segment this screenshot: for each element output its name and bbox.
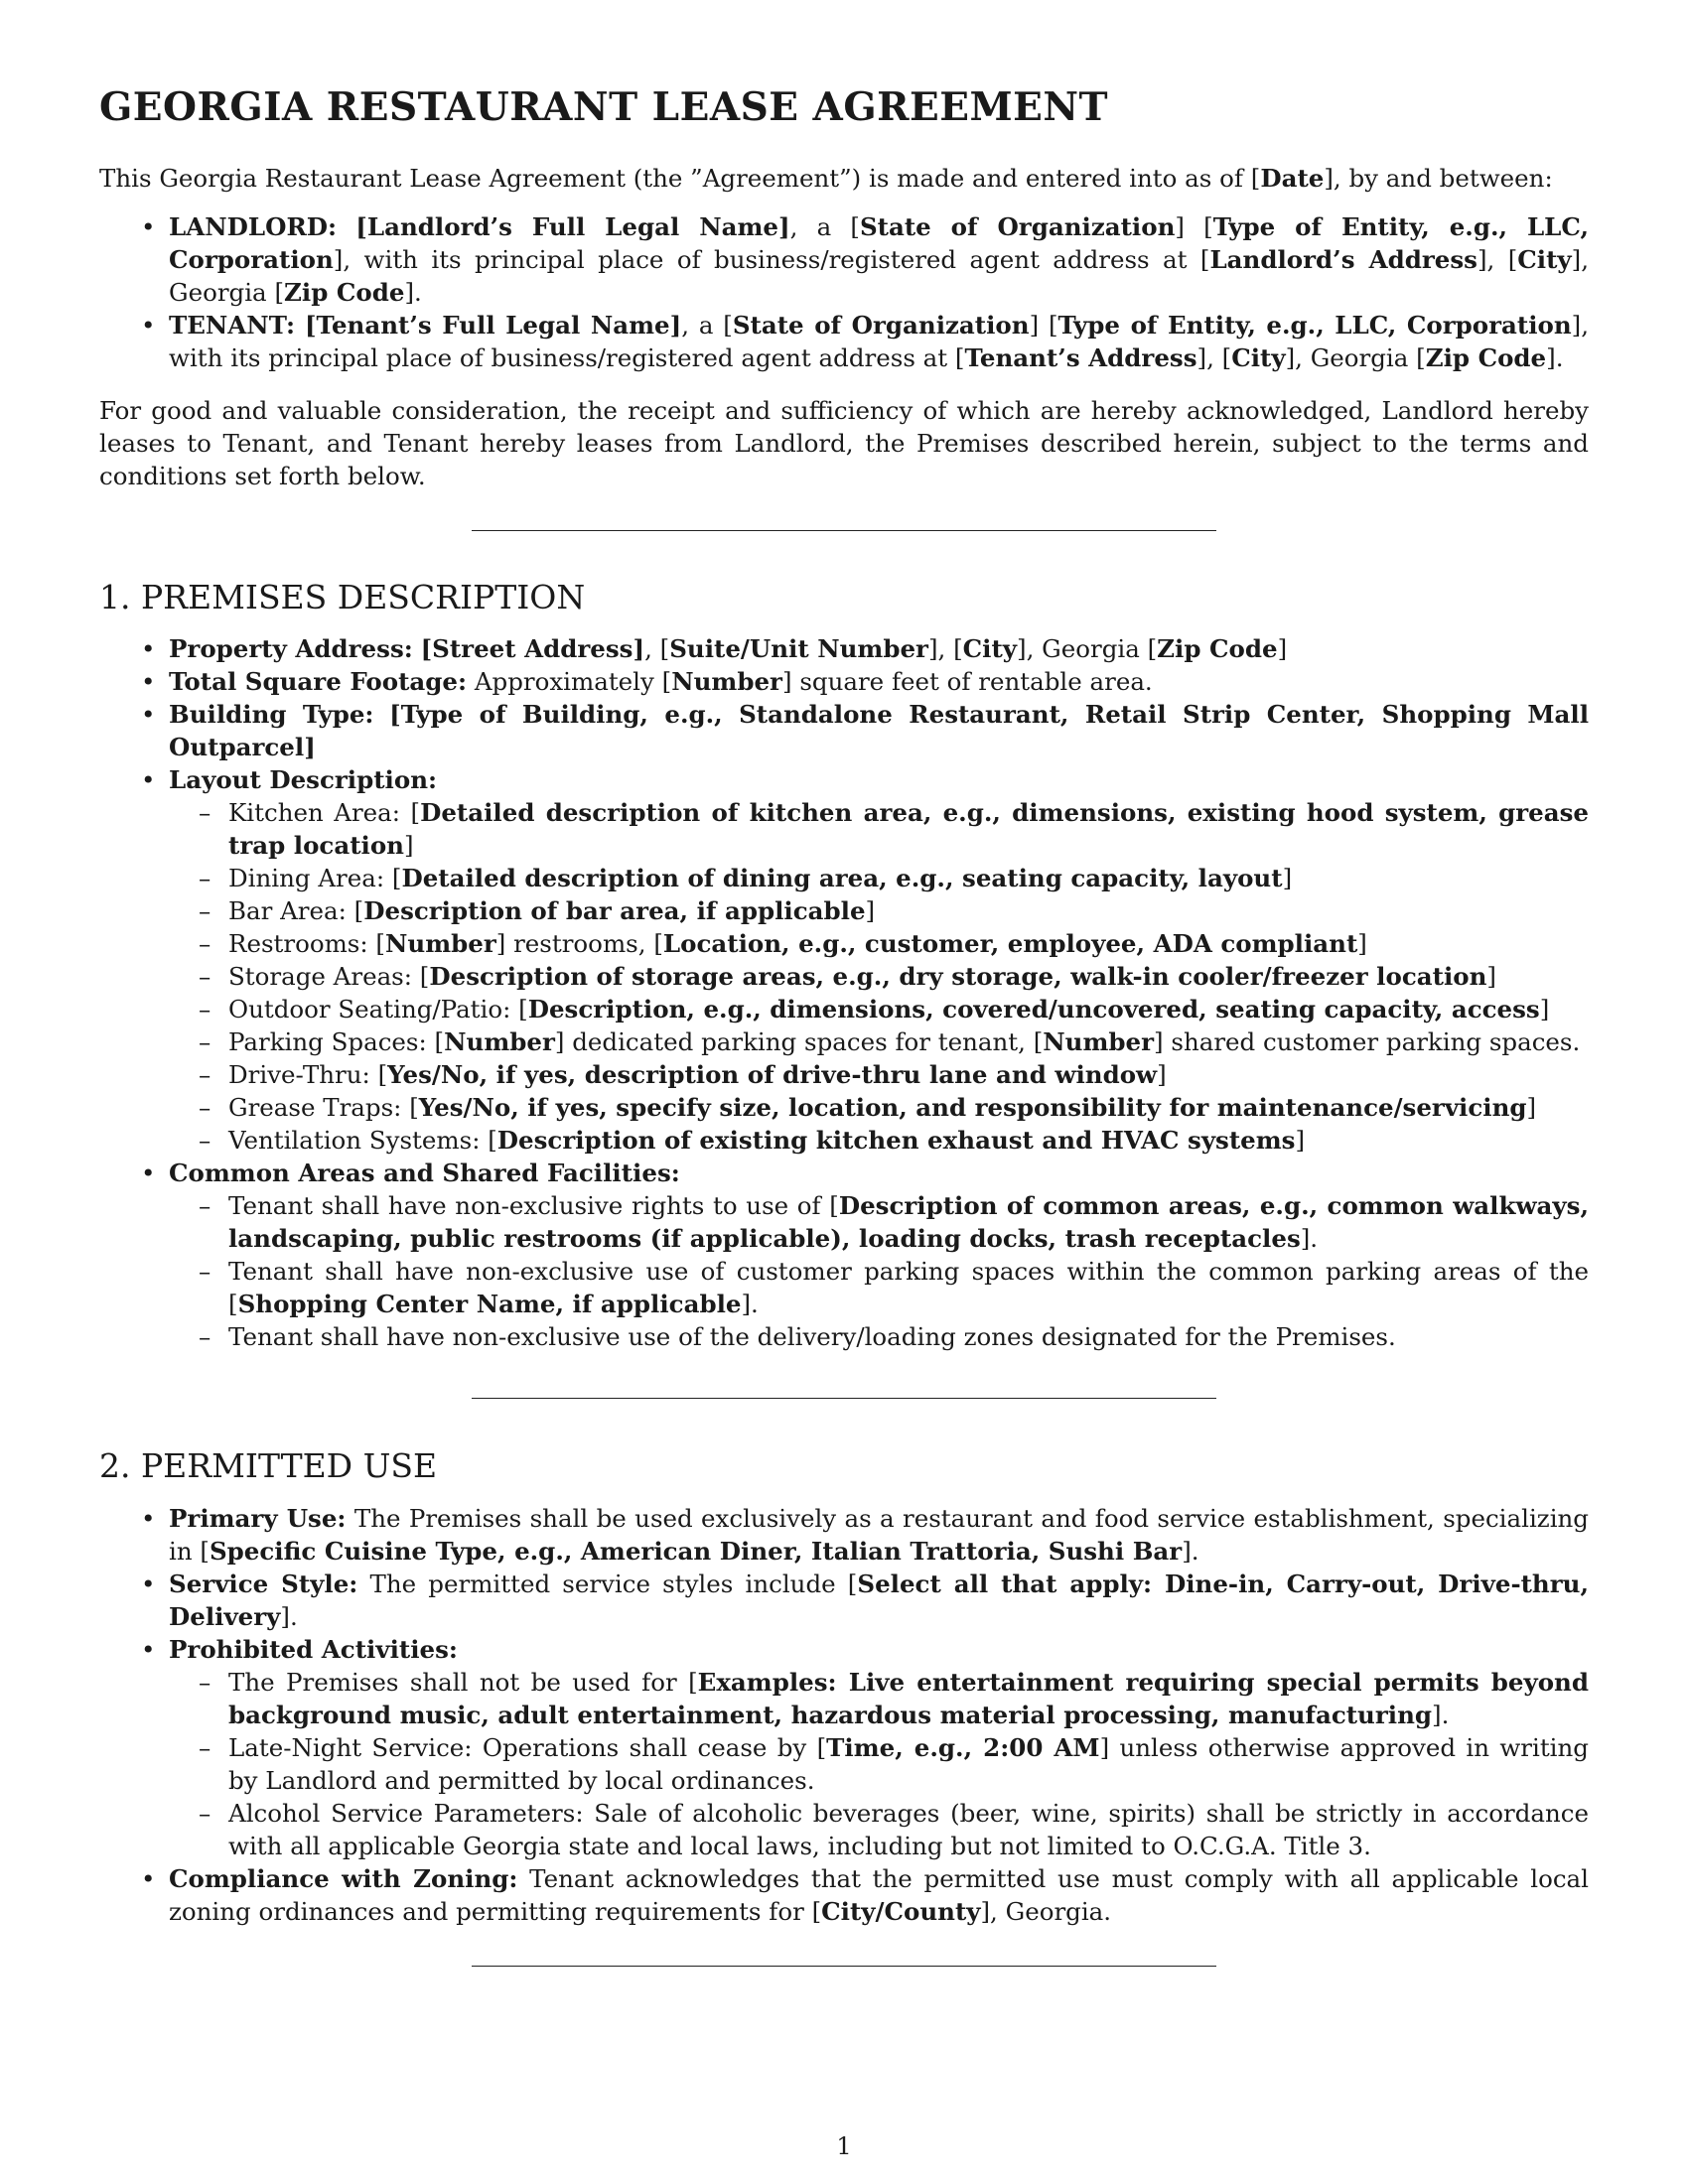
- document-title: GEORGIA RESTAURANT LEASE AGREEMENT: [99, 84, 1109, 130]
- dining-area-item: – Dining Area: [Detailed description of dining area, e.g., seating capacity, layout]: [169, 862, 1589, 894]
- prohibited-uses-item: – The Premises shall not be used for [Examples: Live entertainment requiring special permits beyond background music, adult entertainment, hazardous material processing, manufacturing].: [169, 1666, 1589, 1731]
- page-number: 1: [836, 2132, 852, 2160]
- late-night-service-item: – Late-Night Service: Operations shall cease by [Time, e.g., 2:00 AM] unless otherwise approved in writing by Landlord and permitted by local ordinances.: [169, 1731, 1589, 1797]
- grease-traps-item: – Grease Traps: [Yes/No, if yes, specify size, location, and responsibility for maintenance/servicing]: [169, 1091, 1589, 1124]
- section-1-heading: 1. PREMISES DESCRIPTION: [99, 578, 586, 616]
- ventilation-item: – Ventilation Systems: [Description of existing kitchen exhaust and HVAC systems]: [169, 1124, 1589, 1157]
- common-areas-sublist: [169, 1189, 1589, 1353]
- kitchen-area-item: – Kitchen Area: [Detailed description of kitchen area, e.g., dimensions, existing hood system, grease trap location]: [169, 796, 1589, 862]
- zoning-compliance-item: • Compliance with Zoning: Tenant acknowledges that the permitted use must comply with all applicable local zoning ordinances and permitting requirements for [City/County], Georgia.: [99, 1862, 1589, 1928]
- square-footage-item: • Total Square Footage: Approximately [Number] square feet of rentable area.: [99, 665, 1589, 698]
- building-type-item: • Building Type: [Type of Building, e.g., Standalone Restaurant, Retail Strip Center, Shopping Mall Outparcel]: [99, 698, 1589, 763]
- permitted-use-list: [99, 1502, 1589, 1928]
- consideration-paragraph: For good and valuable consideration, the receipt and sufficiency of which are hereby acknowledged, Landlord hereby leases to Tenant, and Tenant hereby leases from Landlord, the Premises described herein, subject to the terms and conditions set forth below.: [99, 396, 1589, 490]
- tenant-item: • TENANT: [Tenant’s Full Legal Name], a [State of Organization] [Type of Entity, e.g., LLC, Corporation], with its principal place of business/registered agent address at [Tenant’s Address], [City], Georgia [Zip Code].: [99, 309, 1589, 374]
- parties-list: [99, 210, 1589, 374]
- document-page: [99, 0, 1589, 2184]
- restrooms-item: – Restrooms: [Number] restrooms, [Location, e.g., customer, employee, ADA compliant]: [169, 927, 1589, 960]
- parking-spaces-item: – Parking Spaces: [Number] dedicated parking spaces for tenant, [Number] shared customer parking spaces.: [169, 1025, 1589, 1058]
- alcohol-service-item: – Alcohol Service Parameters: Sale of alcoholic beverages (beer, wine, spirits) shall be strictly in accordance with all applicable Georgia state and local laws, including but not limited to O.C.G.A. Title 3.: [169, 1797, 1589, 1862]
- section-2-heading: 2. PERMITTED USE: [99, 1446, 438, 1485]
- landlord-item: • LANDLORD: [Landlord’s Full Legal Name], a [State of Organization] [Type of Entity, e.g., LLC, Corporation], with its principal place of business/registered agent address at [Landlord’s Address], [City], Georgia [Zip Code].: [99, 210, 1589, 309]
- premises-list: [99, 632, 1589, 1353]
- outdoor-seating-item: – Outdoor Seating/Patio: [Description, e.g., dimensions, covered/uncovered, seating capacity, access]: [169, 993, 1589, 1025]
- common-areas-item: • Common Areas and Shared Facilities: – Tenant shall have non-exclusive rights to use of [Description of common areas, e.g., common walkways, landscaping, public restrooms (if applicable), loading docks, trash receptacles]. – Tenant shall have non-exclusive use of customer parking spaces within the common parking areas of the [Shopping Center Name, if applicable]. – Tenant shall have non-exclusive use of the delivery/loading zones designated for the Premises.: [99, 1157, 1589, 1353]
- layout-sublist: [169, 796, 1589, 1157]
- section-divider: [472, 1966, 1216, 1967]
- service-style-item: • Service Style: The permitted service styles include [Select all that apply: Dine-in, Carry-out, Drive-thru, Delivery].: [99, 1568, 1589, 1633]
- prohibited-sublist: [169, 1666, 1589, 1862]
- layout-item: • Layout Description: – Kitchen Area: [Detailed description of kitchen area, e.g., dimensions, existing hood system, grease trap location] – Dining Area: [Detailed description of dining area, e.g., seating capacity, layout] – Bar Area: [Description of bar area, if applicable] – Restrooms: [Number] restrooms, [Location, e.g., customer, employee, ADA compliant] – Storage Areas: [Description of storage areas, e.g., dry storage, walk-in cooler/freezer location] – Outdoor Seating/Patio: [Description, e.g., dimensions, covered/uncovered, seating capacity, access] – Parking Spaces: [Number] dedicated parking spaces for tenant, [Number] shared customer parking spaces. – Drive-Thru: [Yes/No, if yes, description of drive-thru lane and window] – Grease Traps: [Yes/No, if yes, specify size, location, and responsibility for maintenance/servicing] – Ventilation Systems: [Description of existing kitchen exhaust and HVAC systems]: [99, 763, 1589, 1157]
- common-areas-rights-item: – Tenant shall have non-exclusive rights to use of [Description of common areas, e.g., common walkways, landscaping, public restrooms (if applicable), loading docks, trash receptacles].: [169, 1189, 1589, 1255]
- intro-paragraph: This Georgia Restaurant Lease Agreement (the ”Agreement”) is made and entered into as of [Date], by and between:: [99, 164, 1553, 193]
- prohibited-activities-item: • Prohibited Activities: – The Premises shall not be used for [Examples: Live entertainment requiring special permits beyond background music, adult entertainment, hazardous material processing, manufacturing]. – Late-Night Service: Operations shall cease by [Time, e.g., 2:00 AM] unless otherwise approved in writing by Landlord and permitted by local ordinances. – Alcohol Service Parameters: Sale of alcoholic beverages (beer, wine, spirits) shall be strictly in accordance with all applicable Georgia state and local laws, including but not limited to O.C.G.A. Title 3.: [99, 1633, 1589, 1862]
- bar-area-item: – Bar Area: [Description of bar area, if applicable]: [169, 894, 1589, 927]
- section-divider: [472, 530, 1216, 531]
- section-divider: [472, 1398, 1216, 1399]
- loading-zones-item: – Tenant shall have non-exclusive use of the delivery/loading zones designated for the Premises.: [169, 1320, 1589, 1353]
- drive-thru-item: – Drive-Thru: [Yes/No, if yes, description of drive-thru lane and window]: [169, 1058, 1589, 1091]
- property-address-item: • Property Address: [Street Address], [Suite/Unit Number], [City], Georgia [Zip Code]: [99, 632, 1589, 665]
- primary-use-item: • Primary Use: The Premises shall be used exclusively as a restaurant and food service establishment, specializing in [Specific Cuisine Type, e.g., American Diner, Italian Trattoria, Sushi Bar].: [99, 1502, 1589, 1568]
- common-parking-item: – Tenant shall have non-exclusive use of customer parking spaces within the common parking areas of the [Shopping Center Name, if applicable].: [169, 1255, 1589, 1320]
- storage-areas-item: – Storage Areas: [Description of storage areas, e.g., dry storage, walk-in cooler/freezer location]: [169, 960, 1589, 993]
